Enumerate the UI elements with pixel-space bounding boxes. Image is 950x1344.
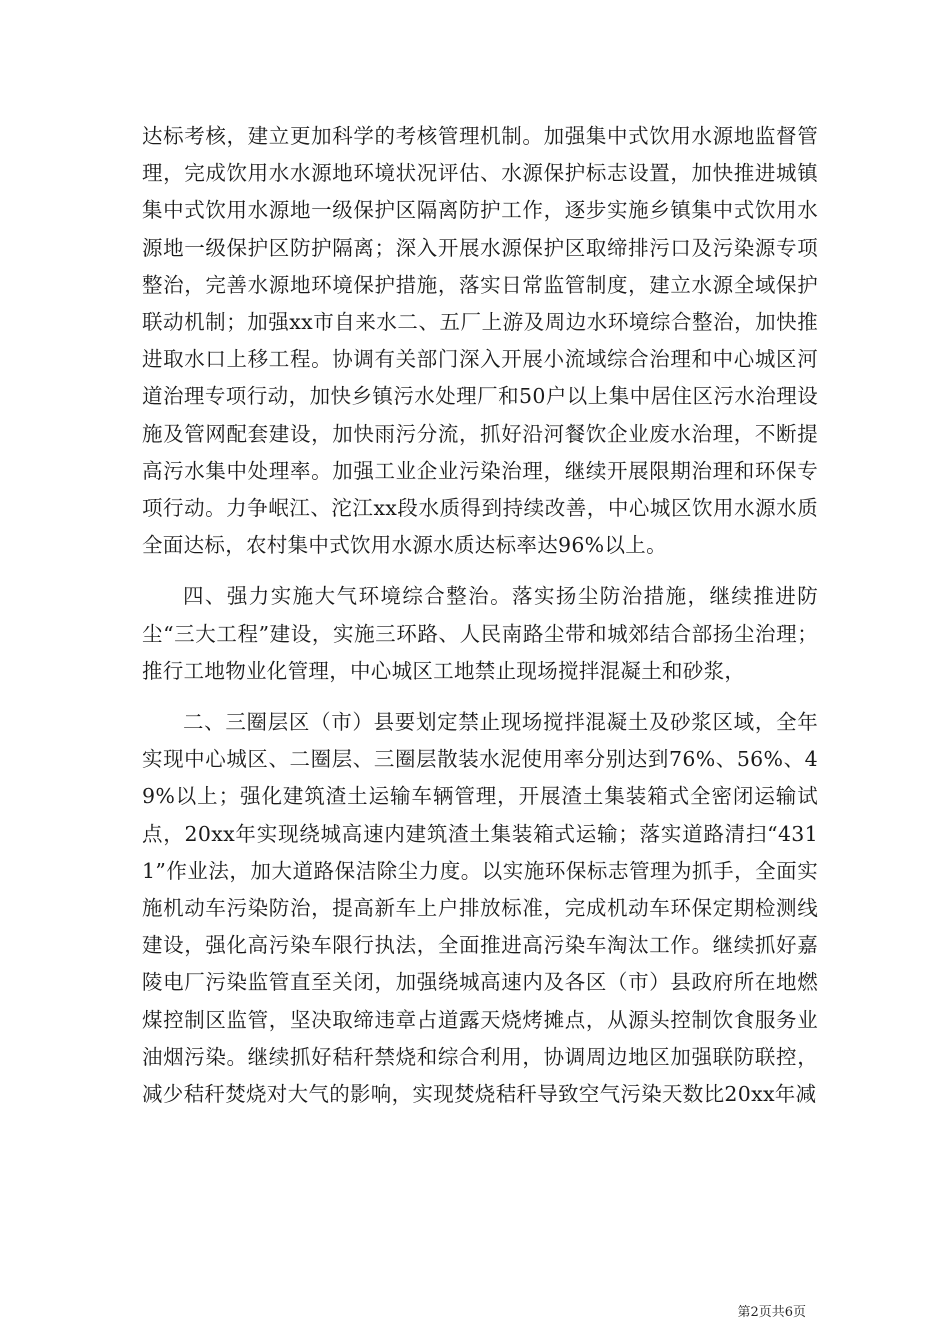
- paragraph-air-quality: 四、强力实施大气环境综合整治。落实扬尘防治措施，继续推进防尘“三大工程”建设，实施三环路、人民南路尘带和城郊结合部扬尘治理；推行工地物业化管理，中心城区工地禁止现场搅拌混凝土和砂浆，: [142, 584, 818, 683]
- paragraph-water-source: 达标考核，建立更加科学的考核管理机制。加强集中式饮用水源地监督管理，完成饮用水水源地环境状况评估、水源保护标志设置，加快推进城镇集中式饮用水源地一级保护区隔离防护工作，逐步实施乡镇集中式饮用水源地一级保护区防护隔离；深入开展水源保护区取缔排污口及污染源专项整治，完善水源地环境保护措施，落实日常监管制度，建立水源全域保护联动机制；加强xx市自来水二、五厂上游及周边水环境综合整治，加快推进取水口上移工程。协调有关部门深入开展小流域综合治理和中心城区河道治理专项行动，加快乡镇污水处理厂和50户以上集中居住区污水治理设施及管网配套建设，加快雨污分流，抓好沿河餐饮企业废水治理，不断提高污水集中处理率。加强工业企业污染治理，继续开展限期治理和环保专项行动。力争岷江、沱江xx段水质得到持续改善，中心城区饮用水源水质全面达标，农村集中式饮用水源水质达标率达96%以上。: [142, 124, 818, 558]
- paragraph-dust-control: 二、三圈层区（市）县要划定禁止现场搅拌混凝土及砂浆区域，全年实现中心城区、二圈层、三圈层散装水泥使用率分别达到76%、56%、49%以上；强化建筑渣土运输车辆管理，开展渣土集装箱式全密闭运输试点，20xx年实现绕城高速内建筑渣土集装箱式运输；落实道路清扫“4311”作业法，加大道路保洁除尘力度。以实施环保标志管理为抓手，全面实施机动车污染防治，提高新车上户排放标准，完成机动车环保定期检测线建设，强化高污染车限行执法，全面推进高污染车淘汰工作。继续抓好嘉陵电厂污染监管直至关闭，加强绕城高速内及各区（市）县政府所在地燃煤控制区监管，坚决取缔违章占道露天烧烤摊点，从源头控制饮食服务业油烟污染。继续抓好秸秆禁烧和综合利用，协调周边地区加强联防联控，减少秸秆焚烧对大气的影响，实现焚烧秸秆导致空气污染天数比20xx年减: [142, 710, 818, 1107]
- document-body: [142, 118, 818, 1113]
- page-number: 第2页共6页: [737, 1305, 806, 1320]
